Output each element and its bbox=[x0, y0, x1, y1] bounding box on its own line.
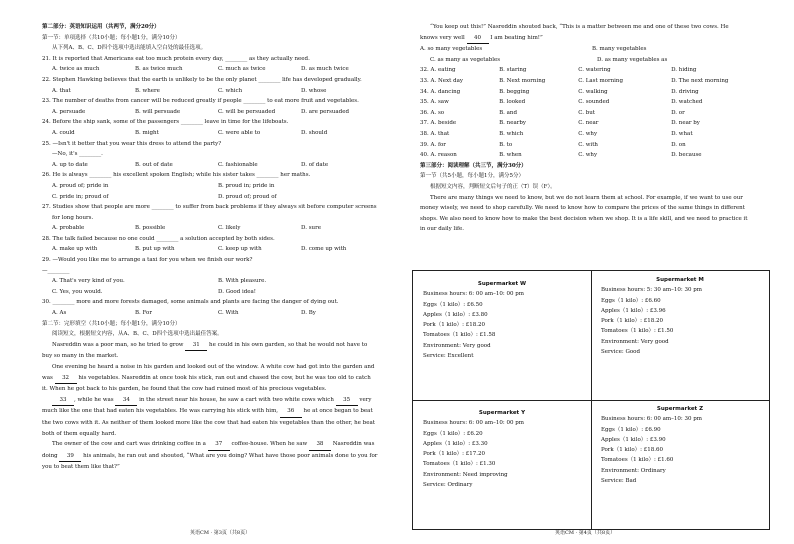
passage-line: Nasreddin was a poor man, so he tried to grow 31 he could in his own garden, so that he would not have to bbox=[42, 340, 384, 352]
option: C. but bbox=[578, 109, 596, 116]
subsection-title: 第二节：完形填空（共10小题；每小题1分，满分10分） bbox=[42, 320, 181, 327]
passage-line: in our daily life. bbox=[420, 226, 465, 233]
cloze-option-row bbox=[420, 108, 764, 119]
question-28-options bbox=[42, 244, 384, 255]
option: 32. A. eating bbox=[420, 67, 456, 74]
question-27-cont: for long hours. bbox=[52, 214, 94, 221]
environment: Environment: Ordinary bbox=[601, 467, 666, 474]
blank-35: 35 bbox=[336, 395, 358, 407]
question-31-options bbox=[420, 55, 764, 66]
section-title: 第三部分：阅读理解（共三节，满分30分） bbox=[420, 162, 527, 169]
question-22: 22. Stephen Hawking believes that the earth is unlikely to be the only planet ________ life has developed gradually. bbox=[42, 76, 362, 83]
option: D. because bbox=[671, 152, 702, 159]
supermarket-card bbox=[413, 271, 591, 400]
question-21-options bbox=[42, 64, 384, 75]
option: C. watering bbox=[578, 67, 611, 74]
option: D. of date bbox=[301, 161, 329, 168]
option: C. near bbox=[578, 120, 599, 127]
blank-37: 37 bbox=[208, 439, 230, 451]
supermarket-name: Supermarket M bbox=[656, 277, 704, 283]
supermarket-table bbox=[412, 270, 770, 530]
option: B. For bbox=[135, 310, 152, 317]
business-hours: Business hours: 5: 30 am–10: 30 pm bbox=[601, 287, 702, 294]
option: A. As bbox=[52, 310, 67, 317]
tomatoes-price: Tomatoes（1 kilo）: £1.30 bbox=[423, 461, 496, 468]
passage-line: money wisely, we need to shop carefully. We need to know how to compare the prices of the same things in different bbox=[420, 205, 745, 212]
option: B. which bbox=[499, 130, 524, 137]
question-26: 26. He is always ________ his excellent spoken English; while his sister takes ________ her maths. bbox=[42, 172, 311, 179]
apples-price: Apples（1 kilo）: £3.96 bbox=[601, 307, 666, 314]
option: C. why bbox=[578, 152, 598, 159]
question-26-options bbox=[42, 192, 384, 203]
option: B. proud in; pride in bbox=[218, 182, 275, 189]
eggs-price: Eggs（1 kilo）: £6.90 bbox=[601, 426, 661, 433]
option: B. nearby bbox=[499, 120, 526, 127]
passage-line: the two cows with it. As neither of them looked more like the cow that had eaten his vegetables than the other, he beat bbox=[42, 419, 375, 426]
option: B. out of date bbox=[135, 161, 173, 168]
supermarket-card bbox=[591, 400, 769, 529]
environment: Environment: Very good bbox=[423, 342, 491, 349]
pork-price: Pork（1 kilo）: £18.20 bbox=[423, 322, 486, 329]
service: Service: Bad bbox=[601, 478, 637, 485]
subsection-title: 第一节（共5小题，每小题1分，满分5分） bbox=[420, 173, 524, 180]
question-27: 27. Studies show that people are more ________ to suffer from back problems if they always sit before computer screens bbox=[42, 204, 377, 211]
question-29: 29. —Would you like me to arrange a taxi for you when we finish our work? bbox=[42, 257, 253, 264]
option: A. that bbox=[52, 87, 71, 94]
option: D. as many vegetables as bbox=[597, 56, 668, 63]
option: B. possible bbox=[135, 225, 166, 232]
supermarket-name: Supermarket Y bbox=[478, 410, 526, 416]
tomatoes-price: Tomatoes（1 kilo）: £1.60 bbox=[601, 457, 674, 464]
passage-line: One evening he heard a noise in his garden and looked out of the window. A white cow had got into the garden and bbox=[52, 364, 375, 370]
cloze-option-row bbox=[420, 118, 764, 129]
option: B. staring bbox=[499, 67, 527, 74]
option: B. put up with bbox=[135, 246, 175, 253]
passage-line: shops. We also need to know how to make the best decision when we shop. It is a life skill, and we need to practice it bbox=[420, 215, 748, 222]
option: B. when bbox=[499, 152, 522, 159]
question-30-options bbox=[42, 308, 384, 319]
option: B. where bbox=[135, 87, 160, 94]
question-30: 30. ________ more and more forests damaged, some animals and plants are facing the danger of dying out. bbox=[42, 299, 339, 306]
supermarket-card bbox=[591, 271, 769, 400]
option: A. up to date bbox=[52, 161, 88, 168]
option: A. That's very kind of you. bbox=[52, 278, 125, 285]
option: 39. A. for bbox=[420, 141, 446, 148]
subsection-title: 第一节：单项选择（共10小题；每小题1分，满分10分） bbox=[42, 34, 181, 41]
instructions: 从下列A、B、C、D四个选项中选出能填入空白处的最佳选项。 bbox=[52, 45, 207, 52]
passage-line: 33 , while he was 34 in the street near his house, he saw a cart with two white cows which 35 very bbox=[42, 395, 384, 407]
passage-line: you to beat them like that?” bbox=[42, 464, 120, 471]
cloze-option-row bbox=[420, 97, 764, 108]
question-21: 21. It is reported that Americans eat too much protein every day, ________ as they actually need. bbox=[42, 55, 310, 62]
option: D. are persuaded bbox=[301, 108, 349, 115]
option: A. probable bbox=[52, 225, 85, 232]
section-title: 第二部分：英语知识运用（共两节，满分20分） bbox=[42, 24, 160, 30]
option: C. With bbox=[218, 310, 239, 317]
option: C. walking bbox=[578, 88, 608, 95]
option: 36. A. so bbox=[420, 109, 445, 116]
question-24: 24. Before the ship sank, some of the passengers ________ leave in time for the lifeboats. bbox=[42, 119, 289, 126]
option: A. persuade bbox=[52, 108, 86, 115]
question-23-options bbox=[42, 107, 384, 118]
supermarket-name: Supermarket Z bbox=[656, 406, 704, 412]
option: A. so many vegetables bbox=[420, 46, 483, 53]
question-24-options bbox=[42, 128, 384, 139]
question-31-options bbox=[420, 44, 764, 55]
apples-price: Apples（1 kilo）: £3.80 bbox=[423, 311, 488, 318]
page-footer: 英语CM · 第3页（共8页） bbox=[190, 530, 251, 536]
blank-36: 36 bbox=[280, 406, 302, 418]
question-25-options bbox=[42, 160, 384, 171]
passage-line: The owner of the cow and cart was drinking coffee in a 37 coffee-house. When he saw 38 Nasreddin was bbox=[42, 439, 384, 451]
service: Service: Good bbox=[601, 349, 640, 356]
environment: Environment: Need improving bbox=[423, 471, 508, 478]
option: C. fashionable bbox=[218, 161, 258, 168]
business-hours: Business hours: 6: 00 am–10: 00 pm bbox=[423, 291, 524, 298]
eggs-price: Eggs（1 kilo）: £6.50 bbox=[423, 301, 483, 308]
pork-price: Pork（1 kilo）: £18.20 bbox=[601, 318, 664, 325]
option: C. will be persuaded bbox=[218, 108, 276, 115]
passage-line: it. When he got back to his garden, he found that the cow had ruined most of his precious vegetables. bbox=[42, 386, 327, 393]
passage-line: knows very well 40 I am beating him!” bbox=[420, 33, 764, 45]
option: D. whose bbox=[301, 87, 327, 94]
option: A. proud of; pride in bbox=[52, 182, 109, 189]
option: D. By bbox=[301, 310, 316, 317]
blank-39: 39 bbox=[59, 451, 81, 463]
question-29-reply: —________ bbox=[42, 267, 70, 274]
question-29-options bbox=[42, 276, 384, 287]
option: C. Last morning bbox=[578, 77, 623, 84]
option: B. might bbox=[135, 129, 159, 136]
option: C. which bbox=[218, 87, 243, 94]
option: D. sure bbox=[301, 225, 321, 232]
question-29-options bbox=[42, 287, 384, 298]
passage-line: buy so many in the market. bbox=[42, 353, 119, 360]
option: C. pride in; proud of bbox=[52, 193, 109, 200]
pork-price: Pork（1 kilo）: £17.20 bbox=[423, 451, 486, 458]
option: A. could bbox=[52, 129, 75, 136]
option: C. much as twice bbox=[218, 66, 266, 73]
option: D. what bbox=[671, 130, 693, 137]
passage-line: much like the one that had eaten his vegetables. He was carrying his stick with him, 36 he at once began to beat bbox=[42, 406, 384, 418]
blank-32: 32 bbox=[55, 373, 77, 385]
option: B. as twice much bbox=[135, 66, 183, 73]
option: B. looked bbox=[499, 99, 526, 106]
option: D. driving bbox=[671, 88, 699, 95]
tomatoes-price: Tomatoes（1 kilo）: £1.50 bbox=[601, 328, 674, 335]
option: 38. A. that bbox=[420, 130, 450, 137]
passage-line: both of them equally hard. bbox=[42, 430, 117, 437]
option: B. to bbox=[499, 141, 513, 148]
option: D. should bbox=[301, 129, 328, 136]
option: 37. A. beside bbox=[420, 120, 457, 127]
question-28: 28. The talk failed because no one could ________ a solution accepted by both sides. bbox=[42, 235, 275, 242]
left-page bbox=[42, 22, 384, 473]
instructions: 阅读短文，根据短文内容，从A、B、C、D四个选项中选出最佳答案。 bbox=[52, 331, 223, 338]
option: A. make up with bbox=[52, 246, 98, 253]
cloze-option-row bbox=[420, 65, 764, 76]
option: D. as much twice bbox=[301, 66, 349, 73]
pork-price: Pork（1 kilo）: £18.60 bbox=[601, 447, 664, 454]
eggs-price: Eggs（1 kilo）: £6.20 bbox=[423, 430, 483, 437]
passage-line: “You keep out this!” Nasreddin shouted back, “This is a matter between me and one of these two cows. He bbox=[430, 24, 729, 30]
service: Service: Excellent bbox=[423, 353, 474, 360]
option: B. many vegetables bbox=[592, 46, 647, 53]
option: D. proud of; proud of bbox=[218, 193, 277, 200]
option: D. or bbox=[671, 109, 685, 116]
blank-40: 40 bbox=[467, 33, 489, 45]
apples-price: Apples（1 kilo）: £3.30 bbox=[423, 440, 488, 447]
instructions: 根据短文内容，判断短文后句子的正（T）误（F）。 bbox=[430, 183, 556, 190]
passage-line: There are many things we need to know, but we do not learn them at school. For example, if we want to use our bbox=[430, 194, 743, 201]
option: C. as many as vegetables bbox=[430, 56, 501, 63]
option: 35. A. saw bbox=[420, 99, 449, 106]
question-25: 25. —Isn't it better that you wear this dress to attend the party? bbox=[42, 140, 222, 147]
option: C. sounded bbox=[578, 99, 610, 106]
business-hours: Business hours: 6: 00 am–10: 00 pm bbox=[423, 420, 524, 427]
option: D. near by bbox=[671, 120, 700, 127]
question-26-options bbox=[42, 181, 384, 192]
cloze-option-row bbox=[420, 150, 764, 161]
cloze-option-row bbox=[420, 140, 764, 151]
right-page bbox=[420, 22, 764, 235]
option: B. Next morning bbox=[499, 77, 546, 84]
page-footer: 英语CM · 第4页（共8页） bbox=[555, 530, 616, 536]
blank-38: 38 bbox=[309, 439, 331, 451]
option: C. were able to bbox=[218, 129, 261, 136]
option: 33. A. Next day bbox=[420, 77, 463, 84]
tomatoes-price: Tomatoes（1 kilo）: £1.58 bbox=[423, 332, 496, 339]
passage-line: was 32 his vegetables. Nasreddin at once took his stick, ran out and chased the cow, but he was too old to catch bbox=[42, 373, 384, 385]
question-23: 23. The number of deaths from cancer will be reduced greatly if people ________ to eat more fruit and vegetables. bbox=[42, 98, 359, 105]
question-25-reply: —No, it's ________. bbox=[52, 151, 103, 158]
option: D. come up with bbox=[301, 246, 347, 253]
option: B. begging bbox=[499, 88, 530, 95]
option: C. with bbox=[578, 141, 598, 148]
option: A. twice as much bbox=[52, 66, 100, 73]
option: D. on bbox=[671, 141, 686, 148]
option: D. watched bbox=[671, 99, 703, 106]
blank-33: 33 bbox=[52, 395, 74, 407]
option: C. why bbox=[578, 130, 598, 137]
cloze-option-row bbox=[420, 129, 764, 140]
cloze-option-row bbox=[420, 87, 764, 98]
option: D. hiding bbox=[671, 67, 697, 74]
option: D. Good idea! bbox=[218, 288, 257, 295]
environment: Environment: Very good bbox=[601, 338, 669, 345]
question-27-options bbox=[42, 223, 384, 234]
question-22-options bbox=[42, 86, 384, 97]
supermarket-name: Supermarket W bbox=[477, 281, 527, 287]
option: 40. A. reason bbox=[420, 152, 457, 159]
option: C. Yes, you would. bbox=[52, 288, 103, 295]
option: B. With pleasure. bbox=[218, 278, 267, 285]
option: 34. A. dancing bbox=[420, 88, 461, 95]
supermarket-card bbox=[413, 400, 591, 529]
service: Service: Ordinary bbox=[423, 482, 473, 489]
option: B. and bbox=[499, 109, 517, 116]
option: B. will persuade bbox=[135, 108, 181, 115]
passage-line: doing 39 his animals, he ran out and shouted, “What are you doing? What have those poor animals done to you for bbox=[42, 451, 384, 463]
cloze-option-row bbox=[420, 76, 764, 87]
business-hours: Business hours: 6: 00 am–10: 30 pm bbox=[601, 416, 702, 423]
blank-34: 34 bbox=[115, 395, 137, 407]
blank-31: 31 bbox=[185, 340, 207, 352]
option: D. The next morning bbox=[671, 77, 729, 84]
option: C. keep up with bbox=[218, 246, 262, 253]
cloze-options bbox=[420, 65, 764, 160]
eggs-price: Eggs（1 kilo）: £6.60 bbox=[601, 297, 661, 304]
option: C. likely bbox=[218, 225, 241, 232]
apples-price: Apples（1 kilo）: £3.90 bbox=[601, 436, 666, 443]
